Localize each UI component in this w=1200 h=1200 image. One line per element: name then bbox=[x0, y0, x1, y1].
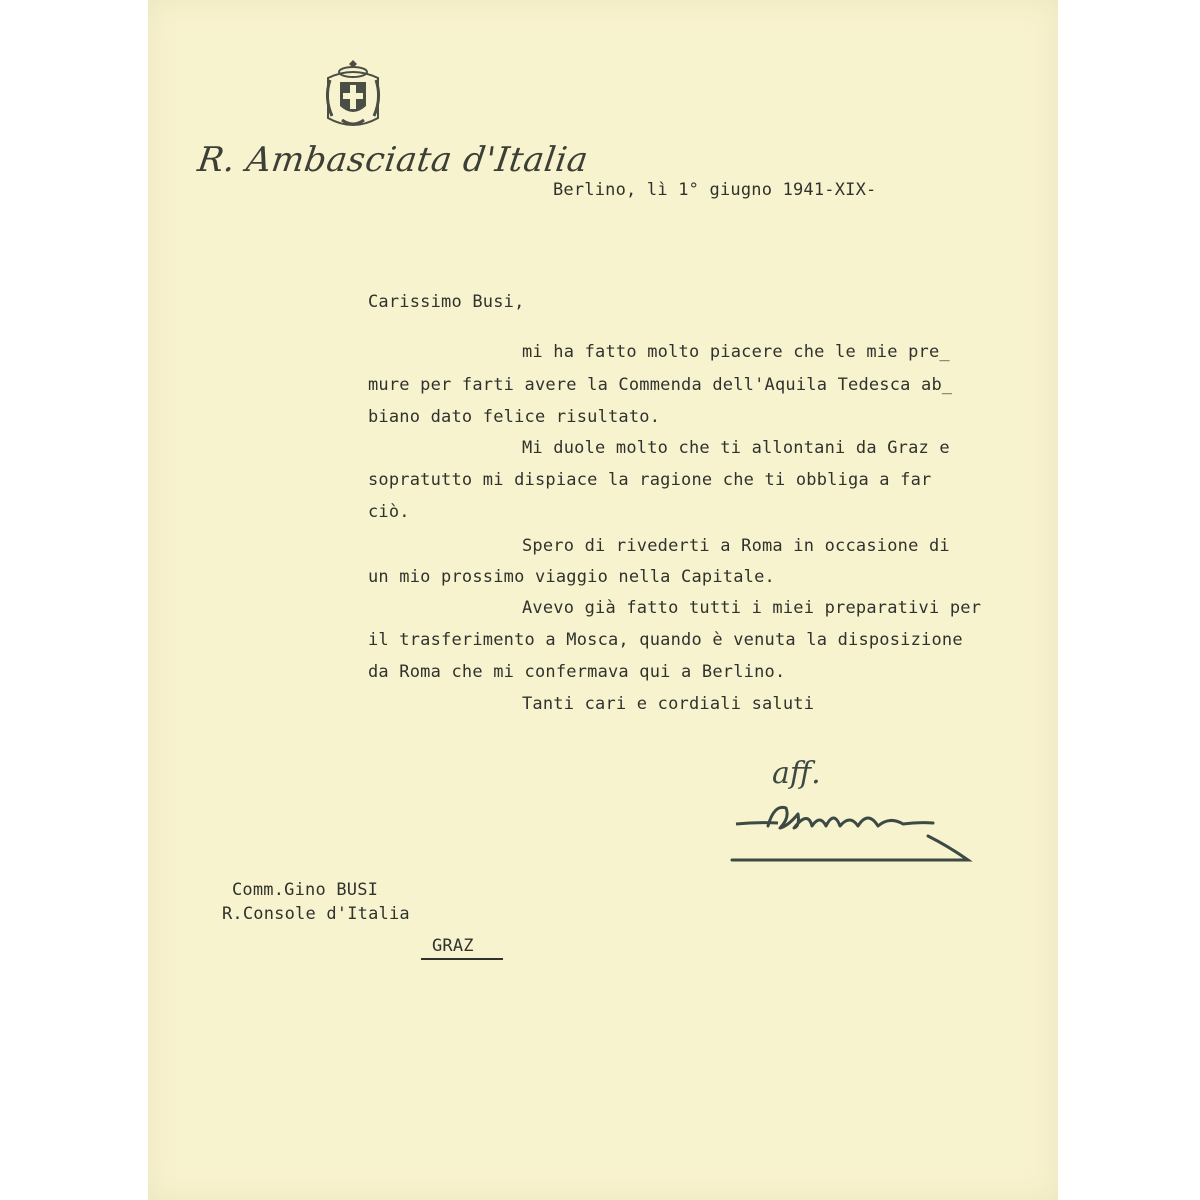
body-line: Tanti cari e cordiali saluti bbox=[522, 694, 815, 714]
body-line: mi ha fatto molto piacere che le mie pre_ bbox=[522, 342, 950, 362]
recipient-title: R.Console d'Italia bbox=[222, 904, 410, 924]
body-line: ciò. bbox=[368, 502, 410, 522]
body-line: da Roma che mi confermava qui a Berlino. bbox=[368, 662, 786, 682]
body-line: il trasferimento a Mosca, quando è venuta la disposizione bbox=[368, 630, 963, 650]
signature bbox=[728, 796, 988, 872]
body-line: mure per farti avere la Commenda dell'Aquila Tedesca ab_ bbox=[368, 375, 953, 395]
closing-handwritten: aff. bbox=[772, 756, 821, 791]
letterhead-title: R. Ambasciata d'Italia bbox=[195, 140, 591, 180]
date-line: Berlino, lì 1° giugno 1941-XIX- bbox=[553, 180, 877, 200]
coat-of-arms-icon bbox=[322, 58, 384, 132]
body-line: Avevo già fatto tutti i miei preparativi per bbox=[522, 598, 982, 618]
body-line: biano dato felice risultato. bbox=[368, 407, 661, 427]
city-underline bbox=[421, 958, 503, 960]
recipient-city: GRAZ bbox=[432, 936, 474, 956]
body-line: Spero di rivederti a Roma in occasione di bbox=[522, 536, 950, 556]
body-line: Mi duole molto che ti allontani da Graz e bbox=[522, 438, 950, 458]
recipient-name: Comm.Gino BUSI bbox=[232, 880, 379, 900]
body-line: sopratutto mi dispiace la ragione che ti obbliga a far bbox=[368, 470, 932, 490]
body-line: un mio prossimo viaggio nella Capitale. bbox=[368, 567, 775, 587]
salutation: Carissimo Busi, bbox=[368, 292, 525, 312]
